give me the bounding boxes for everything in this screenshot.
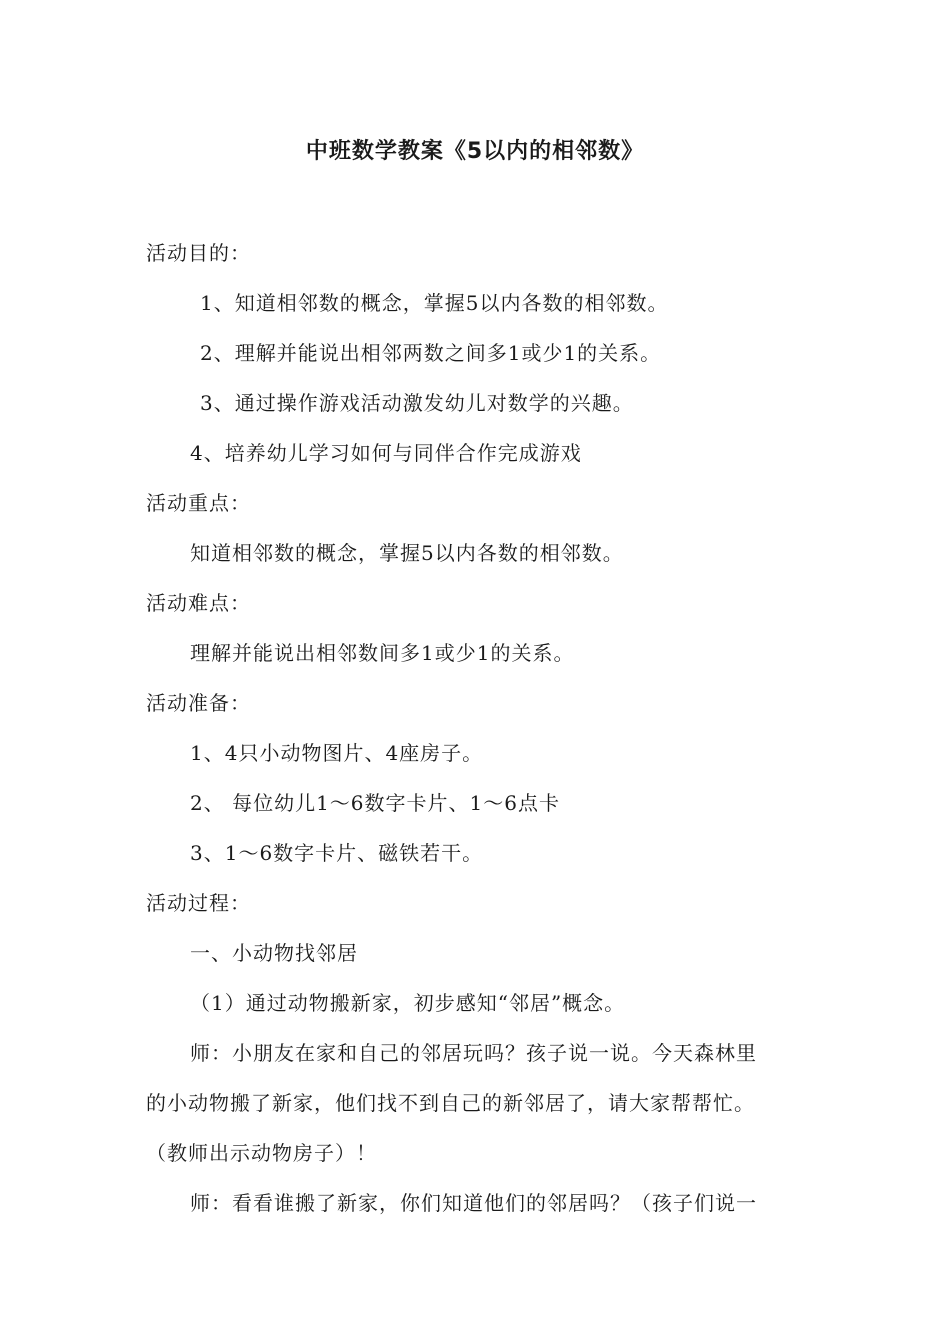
prep-item-1: 1、4只小动物图片、4座房子。 bbox=[190, 741, 484, 765]
prep-item-3: 3、1～6数字卡片、磁铁若干。 bbox=[190, 841, 484, 865]
process-step-1: 一、小动物找邻居 bbox=[190, 941, 358, 965]
section-heading-goals: 活动目的： bbox=[146, 241, 251, 265]
difficulty-text: 理解并能说出相邻数间多1或少1的关系。 bbox=[190, 641, 575, 665]
goal-item-4: 4、培养幼儿学习如何与同伴合作完成游戏 bbox=[190, 441, 582, 465]
key-point-text: 知道相邻数的概念，掌握5以内各数的相邻数。 bbox=[190, 541, 624, 565]
process-substep-1: （1）通过动物搬新家，初步感知“邻居”概念。 bbox=[190, 991, 626, 1015]
section-heading-process: 活动过程： bbox=[146, 891, 251, 915]
paragraph-line: 的小动物搬了新家，他们找不到自己的新邻居了，请大家帮帮忙。 bbox=[146, 1091, 755, 1115]
prep-item-2: 2、 每位幼儿1～6数字卡片、1～6点卡 bbox=[190, 791, 560, 815]
paragraph-line: 师：看看谁搬了新家，你们知道他们的邻居吗？（孩子们说一 bbox=[190, 1191, 757, 1215]
document-title: 中班数学教案《5以内的相邻数》 bbox=[305, 139, 645, 164]
section-heading-preparation: 活动准备： bbox=[146, 691, 251, 715]
section-heading-difficulties: 活动难点： bbox=[146, 591, 251, 615]
goal-item-3: 3、通过操作游戏活动激发幼儿对数学的兴趣。 bbox=[200, 391, 634, 415]
section-heading-key-points: 活动重点： bbox=[146, 491, 251, 515]
paragraph-line: 师：小朋友在家和自己的邻居玩吗？孩子说一说。今天森林里 bbox=[190, 1041, 757, 1065]
goal-item-1: 1、知道相邻数的概念，掌握5以内各数的相邻数。 bbox=[200, 291, 669, 315]
goal-item-2: 2、理解并能说出相邻两数之间多1或少1的关系。 bbox=[200, 341, 662, 365]
paragraph-line: （教师出示动物房子）！ bbox=[146, 1141, 377, 1165]
